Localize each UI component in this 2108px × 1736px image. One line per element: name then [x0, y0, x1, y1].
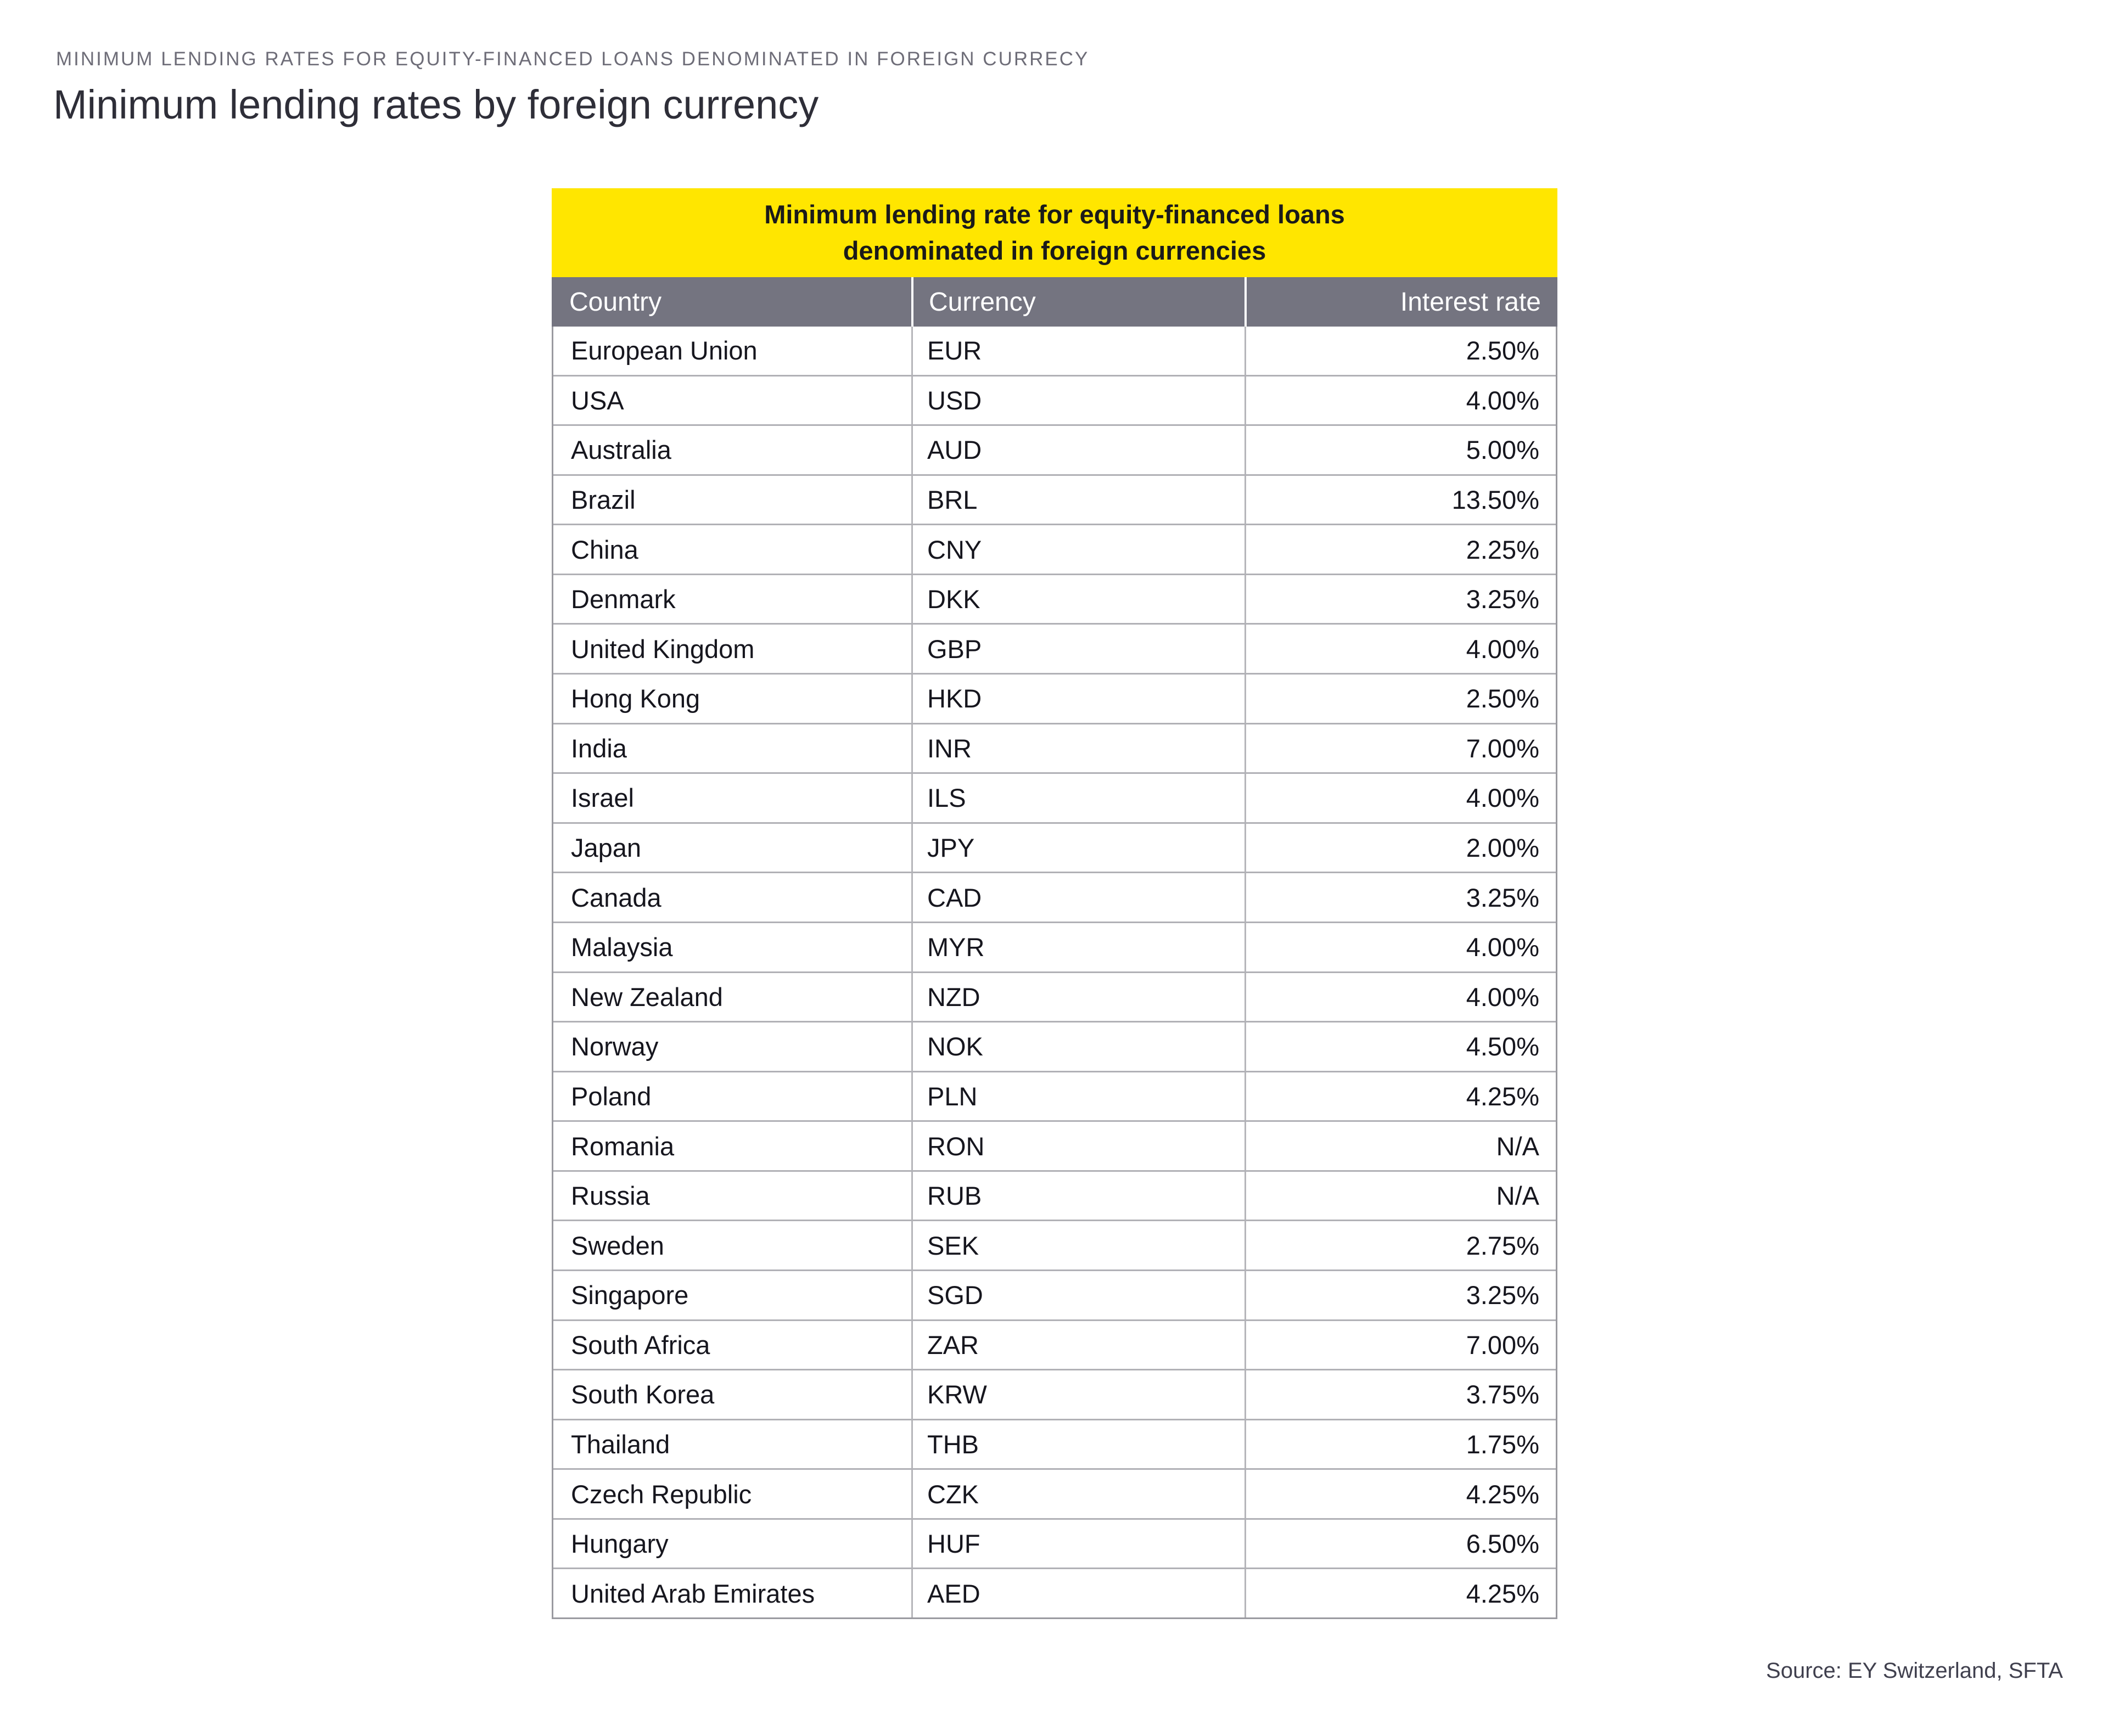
rate-cell: 4.50% — [1244, 1023, 1556, 1071]
table-row — [553, 623, 1556, 673]
country-cell: United Kingdom — [571, 634, 755, 664]
rate-cell: 4.00% — [1244, 923, 1556, 971]
table-row — [553, 872, 1556, 922]
currency-cell: HKD — [911, 675, 1244, 723]
table-row — [553, 1220, 1556, 1269]
country-cell: Israel — [571, 783, 634, 813]
country-cell: Russia — [571, 1181, 650, 1211]
rate-cell: 4.25% — [1244, 1470, 1556, 1518]
table-row — [553, 1468, 1556, 1518]
rate-cell: 4.00% — [1244, 973, 1556, 1021]
column-header-interest-rate: Interest rate — [1244, 277, 1557, 327]
currency-cell: SGD — [911, 1271, 1244, 1319]
currency-cell: NOK — [911, 1023, 1244, 1071]
table-row — [553, 1369, 1556, 1419]
rate-cell: 4.00% — [1244, 377, 1556, 425]
lending-rates-table — [552, 188, 1557, 1619]
country-cell: New Zealand — [571, 982, 723, 1012]
country-cell: South Africa — [571, 1330, 710, 1359]
currency-cell: RUB — [911, 1172, 1244, 1220]
rate-cell: 3.25% — [1244, 1271, 1556, 1319]
currency-cell: KRW — [911, 1370, 1244, 1419]
country-cell: European Union — [571, 336, 758, 366]
currency-cell: NZD — [911, 973, 1244, 1021]
table-body — [552, 327, 1557, 1619]
rate-cell: 1.75% — [1244, 1420, 1556, 1469]
rate-cell: 2.25% — [1244, 525, 1556, 574]
table-row — [553, 375, 1556, 425]
source-attribution: Source: EY Switzerland, SFTA — [1766, 1659, 2063, 1683]
table-row — [553, 822, 1556, 872]
table-row — [553, 474, 1556, 524]
rate-cell: 2.00% — [1244, 824, 1556, 872]
table-row — [553, 1071, 1556, 1121]
currency-cell: AED — [911, 1569, 1244, 1617]
country-cell: Hungary — [571, 1529, 669, 1559]
country-cell: Malaysia — [571, 932, 673, 962]
country-cell: Denmark — [571, 585, 676, 614]
country-cell: USA — [571, 385, 624, 415]
page-title: Minimum lending rates by foreign currency — [53, 82, 819, 127]
rate-cell: 13.50% — [1244, 476, 1556, 524]
country-cell: Czech Republic — [571, 1479, 752, 1509]
currency-cell: BRL — [911, 476, 1244, 524]
currency-cell: PLN — [911, 1072, 1244, 1121]
country-cell: Brazil — [571, 485, 636, 515]
column-header-currency: Currency — [911, 277, 1244, 327]
table-row — [553, 1419, 1556, 1469]
country-cell: Singapore — [571, 1280, 689, 1310]
rate-cell: 6.50% — [1244, 1520, 1556, 1568]
country-cell: Thailand — [571, 1430, 670, 1459]
currency-cell: SEK — [911, 1221, 1244, 1269]
currency-cell: DKK — [911, 575, 1244, 623]
currency-cell: JPY — [911, 824, 1244, 872]
rate-cell: 2.75% — [1244, 1221, 1556, 1269]
currency-cell: AUD — [911, 426, 1244, 474]
table-title-line2: denominated in foreign currencies — [843, 236, 1266, 265]
column-header-row — [552, 277, 1557, 327]
rate-cell: 7.00% — [1244, 1321, 1556, 1369]
rate-cell: 4.25% — [1244, 1569, 1556, 1617]
currency-cell: INR — [911, 724, 1244, 773]
table-row — [553, 1269, 1556, 1319]
table-row — [553, 723, 1556, 773]
currency-cell: THB — [911, 1420, 1244, 1469]
rate-cell: 4.00% — [1244, 625, 1556, 673]
country-cell: China — [571, 535, 638, 564]
currency-cell: MYR — [911, 923, 1244, 971]
currency-cell: ILS — [911, 774, 1244, 822]
country-cell: South Korea — [571, 1380, 715, 1409]
rate-cell: N/A — [1244, 1122, 1556, 1170]
currency-cell: ZAR — [911, 1321, 1244, 1369]
rate-cell: 7.00% — [1244, 724, 1556, 773]
country-cell: Norway — [571, 1032, 659, 1061]
table-row — [553, 1120, 1556, 1170]
country-cell: United Arab Emirates — [571, 1578, 815, 1608]
document-eyebrow: MINIMUM LENDING RATES FOR EQUITY-FINANCED LOANS DENOMINATED IN FOREIGN CURRECY — [56, 48, 1090, 70]
table-row — [553, 524, 1556, 574]
country-cell: Hong Kong — [571, 684, 700, 713]
currency-cell: CZK — [911, 1470, 1244, 1518]
country-cell: Poland — [571, 1081, 652, 1111]
table-row — [553, 574, 1556, 623]
table-row — [553, 1319, 1556, 1369]
rate-cell: 3.25% — [1244, 575, 1556, 623]
currency-cell: RON — [911, 1122, 1244, 1170]
country-cell: Canada — [571, 883, 661, 912]
table-title-line1: Minimum lending rate for equity-financed loans — [764, 200, 1345, 229]
table-row — [553, 424, 1556, 474]
table-title-banner — [552, 188, 1557, 277]
table-row — [553, 327, 1556, 375]
table-row — [553, 772, 1556, 822]
rate-cell: 5.00% — [1244, 426, 1556, 474]
table-row — [553, 673, 1556, 723]
table-row — [553, 1568, 1556, 1617]
rate-cell: 3.75% — [1244, 1370, 1556, 1419]
currency-cell: EUR — [911, 327, 1244, 375]
rate-cell: 3.25% — [1244, 873, 1556, 922]
table-row — [553, 1170, 1556, 1220]
country-cell: Australia — [571, 435, 671, 465]
country-cell: India — [571, 733, 627, 763]
country-cell: Romania — [571, 1131, 675, 1161]
rate-cell: 2.50% — [1244, 327, 1556, 375]
country-cell: Sweden — [571, 1231, 664, 1260]
currency-cell: CAD — [911, 873, 1244, 922]
rate-cell: 4.00% — [1244, 774, 1556, 822]
rate-cell: 2.50% — [1244, 675, 1556, 723]
table-row — [553, 922, 1556, 971]
currency-cell: USD — [911, 377, 1244, 425]
table-row — [553, 1021, 1556, 1071]
table-row — [553, 1518, 1556, 1568]
rate-cell: 4.25% — [1244, 1072, 1556, 1121]
country-cell: Japan — [571, 833, 642, 863]
table-row — [553, 971, 1556, 1021]
rate-cell: N/A — [1244, 1172, 1556, 1220]
currency-cell: CNY — [911, 525, 1244, 574]
currency-cell: GBP — [911, 625, 1244, 673]
column-header-country: Country — [569, 287, 662, 317]
currency-cell: HUF — [911, 1520, 1244, 1568]
